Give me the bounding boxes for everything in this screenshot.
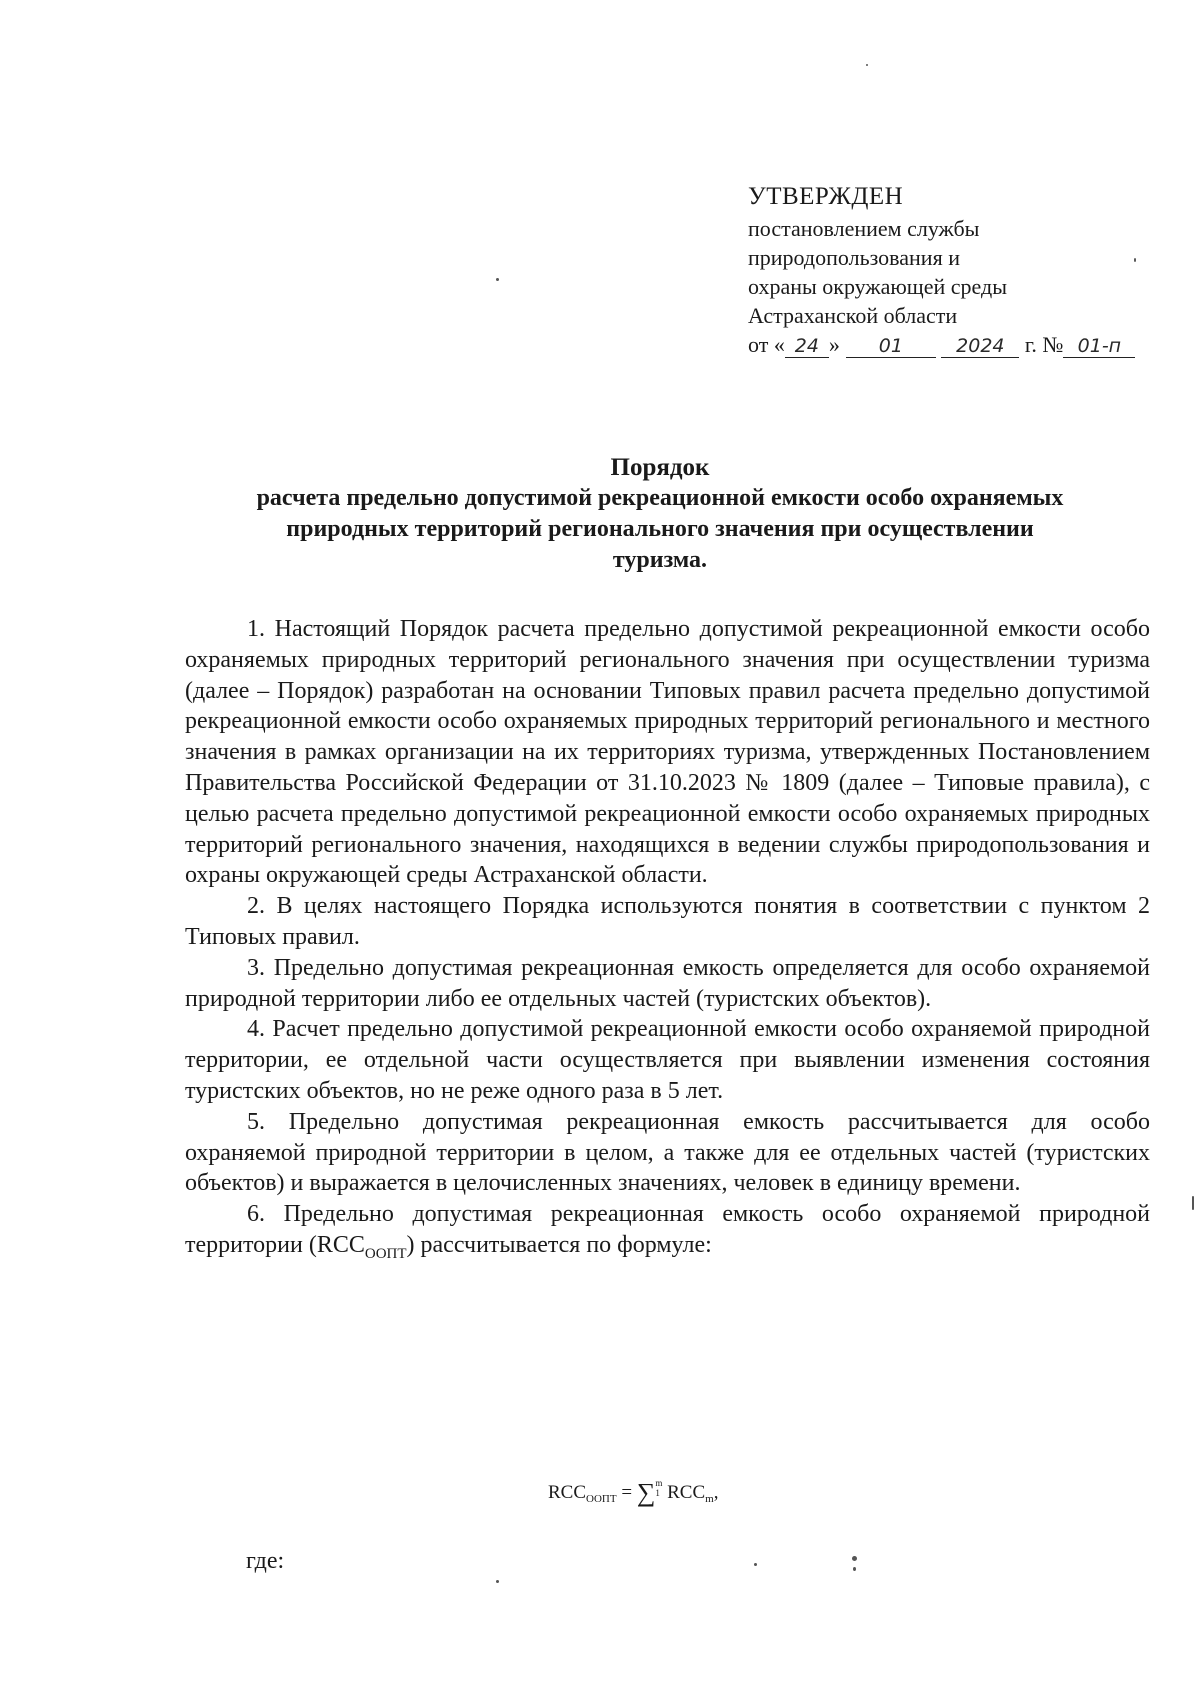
scan-speck bbox=[852, 1556, 857, 1561]
doc-number-handwritten: 01-п bbox=[1063, 335, 1135, 358]
document-heading bbox=[170, 452, 1150, 576]
formula-sum-limits bbox=[655, 1478, 662, 1498]
approval-line-2: природопользования и bbox=[748, 245, 960, 270]
heading-subtitle-line-3: туризма. bbox=[612, 547, 708, 573]
date-year-handwritten: 2024 bbox=[941, 335, 1019, 358]
paragraph-6-text-b: ) рассчитывается по формуле: bbox=[406, 1231, 712, 1258]
scan-speck bbox=[496, 1580, 499, 1583]
paragraph-5: 5. Предельно допустимая рекреационная емкость рассчитывается для особо охраняемой природной территории в целом, а также для ее отдельных частей (туристских объектов) и выражается в целочисленных значениях, человек в единицу времени. bbox=[185, 1108, 1150, 1197]
date-prefix: от « bbox=[748, 332, 785, 357]
formula-sum-upper: m bbox=[655, 1478, 663, 1488]
paragraph-4: 4. Расчет предельно допустимой рекреационной емкости особо охраняемой природной территории, ее отдельной части осуществляется при выявлении изменения состояния туристских объектов, но не реже одного раза в 5 лет. bbox=[185, 1016, 1150, 1104]
date-mid: » bbox=[828, 332, 840, 357]
formula-equals: = bbox=[621, 1482, 633, 1503]
formula-lhs: RCC bbox=[548, 1482, 587, 1503]
date-month-handwritten: 01 bbox=[846, 335, 936, 358]
heading-subtitle-line-2: природных территорий регионального значения при осуществлении bbox=[286, 516, 1034, 542]
paragraph-6 bbox=[185, 1199, 1150, 1269]
paragraph-6-text-a: 6. Предельно допустимая рекреационная емкость особо охраняемой природной территории (RCC bbox=[185, 1201, 1150, 1258]
formula-tail: , bbox=[713, 1482, 719, 1503]
formula-rhs: RCC bbox=[667, 1482, 706, 1503]
paragraph-2: 2. В целях настоящего Порядка используются понятия в соответствии с пунктом 2 Типовых правил. bbox=[185, 893, 1150, 950]
scan-speck bbox=[866, 64, 868, 66]
approval-line-1: постановлением службы bbox=[748, 216, 980, 241]
approval-title: УТВЕРЖДЕН bbox=[748, 183, 904, 210]
heading-subtitle-line-1: расчета предельно допустимой рекреационной емкости особо охраняемых bbox=[256, 485, 1064, 511]
heading-title: Порядок bbox=[610, 454, 710, 481]
formula-rhs-subscript: m bbox=[705, 1493, 714, 1505]
paragraph-1: 1. Настоящий Порядок расчета предельно допустимой рекреационной емкости особо охраняемых природных территорий регионального значения при осуществлении туризма (далее – Порядок) разработан на основании Типовых правил расчета предельно допустимой рекреационной емкости особо охраняемых природных территорий регионального и местного значения в рамках организации на их территориях туризма, утвержденных Постановлением Правительства Российской Федерации от 31.10.2023 № 1809 (далее – Типовые правила), с целью расчета предельно допустимой рекреационной емкости особо охраняемых природных территорий регионального значения, находящихся в ведении службы природопользования и охраны окружающей среды Астраханской области. bbox=[185, 616, 1150, 889]
formula-sum-lower: 1 bbox=[655, 1488, 660, 1498]
scan-speck bbox=[1134, 258, 1136, 262]
scan-speck bbox=[496, 278, 499, 281]
formula-sum-symbol: ∑ bbox=[636, 1478, 656, 1507]
paragraph-3: 3. Предельно допустимая рекреационная емкость определяется для особо охраняемой природной территории либо ее отдельных частей (туристских объектов). bbox=[185, 954, 1150, 1012]
approval-block bbox=[748, 180, 1148, 359]
formula bbox=[548, 1478, 718, 1508]
scan-speck bbox=[1192, 1196, 1194, 1210]
formula-lhs-subscript: ООПТ bbox=[586, 1493, 617, 1505]
date-day-handwritten: 24 bbox=[785, 335, 829, 358]
paragraph-6-subscript: ООПТ bbox=[364, 1245, 407, 1262]
scan-speck bbox=[754, 1563, 757, 1566]
date-suffix: г. № bbox=[1024, 332, 1064, 357]
scan-speck bbox=[853, 1567, 856, 1571]
approval-line-4: Астраханской области bbox=[748, 303, 958, 328]
approval-date-line bbox=[748, 330, 1148, 359]
where-label: где: bbox=[246, 1548, 285, 1574]
approval-line-3: охраны окружающей среды bbox=[748, 274, 1007, 299]
document-body bbox=[185, 614, 1150, 1270]
